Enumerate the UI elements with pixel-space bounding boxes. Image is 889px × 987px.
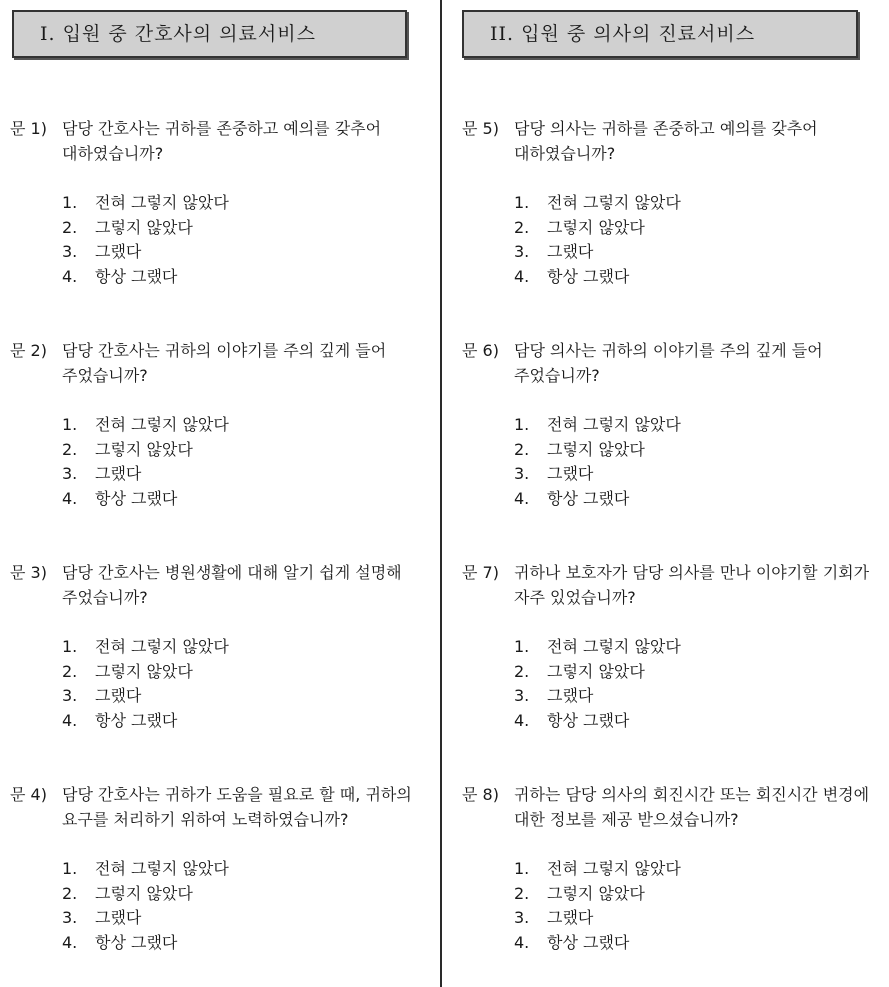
option-label: 항상 그랬다 bbox=[95, 489, 178, 509]
option-label: 그랬다 bbox=[95, 908, 142, 928]
answer-option[interactable] bbox=[462, 487, 884, 512]
option-number: 3. bbox=[62, 242, 78, 262]
option-number: 4. bbox=[62, 489, 78, 509]
option-number: 2. bbox=[62, 883, 78, 903]
option-number: 3. bbox=[62, 464, 78, 484]
answer-option[interactable] bbox=[10, 635, 432, 660]
option-label: 전혀 그렇지 않았다 bbox=[95, 193, 229, 212]
option-label: 전혀 그렇지 않았다 bbox=[547, 859, 681, 878]
option-label: 그랬다 bbox=[95, 464, 142, 484]
option-number: 1. bbox=[62, 859, 78, 878]
option-number: 4. bbox=[62, 933, 78, 953]
answer-option[interactable] bbox=[462, 265, 884, 290]
question-number: 문 8) bbox=[462, 785, 499, 804]
option-label: 항상 그랬다 bbox=[547, 711, 630, 731]
answer-option[interactable] bbox=[462, 438, 884, 463]
question-text: 담당 의사는 귀하의 이야기를 주의 깊게 들어 주었습니까? bbox=[514, 341, 823, 385]
answer-option[interactable] bbox=[10, 240, 432, 265]
question-number: 문 4) bbox=[10, 785, 47, 804]
answer-options bbox=[10, 413, 432, 512]
option-label: 항상 그랬다 bbox=[547, 489, 630, 509]
section-header-nursing: Ⅰ. 입원 중 간호사의 의료서비스 bbox=[12, 10, 407, 58]
option-label: 그렇지 않았다 bbox=[547, 883, 645, 903]
answer-option[interactable] bbox=[10, 438, 432, 463]
option-number: 2. bbox=[514, 217, 530, 237]
answer-options bbox=[462, 191, 884, 290]
answer-options bbox=[10, 191, 432, 290]
option-label: 전혀 그렇지 않았다 bbox=[547, 193, 681, 212]
option-label: 전혀 그렇지 않았다 bbox=[95, 637, 229, 656]
question-text: 담당 간호사는 귀하의 이야기를 주의 깊게 들어 주었습니까? bbox=[62, 341, 387, 385]
answer-option[interactable] bbox=[462, 660, 884, 685]
option-label: 그랬다 bbox=[547, 464, 594, 484]
question-4 bbox=[10, 782, 432, 956]
option-number: 1. bbox=[514, 193, 530, 212]
question-text: 담당 간호사는 귀하를 존중하고 예의를 갖추어 대하였습니까? bbox=[62, 119, 382, 163]
option-label: 그랬다 bbox=[547, 908, 594, 928]
option-number: 4. bbox=[514, 267, 530, 287]
answer-options bbox=[462, 413, 884, 512]
answer-options bbox=[462, 857, 884, 956]
option-number: 1. bbox=[514, 859, 530, 878]
answer-option[interactable] bbox=[462, 906, 884, 931]
answer-option[interactable] bbox=[462, 216, 884, 241]
option-number: 4. bbox=[514, 933, 530, 953]
option-number: 2. bbox=[514, 439, 530, 459]
option-label: 그랬다 bbox=[547, 242, 594, 262]
answer-option[interactable] bbox=[10, 462, 432, 487]
option-number: 3. bbox=[514, 908, 530, 928]
option-label: 항상 그랬다 bbox=[547, 267, 630, 287]
answer-option[interactable] bbox=[462, 413, 884, 438]
question-5 bbox=[462, 116, 884, 290]
answer-option[interactable] bbox=[10, 882, 432, 907]
option-number: 4. bbox=[62, 711, 78, 731]
option-label: 그렇지 않았다 bbox=[95, 883, 193, 903]
option-number: 2. bbox=[62, 439, 78, 459]
answer-option[interactable] bbox=[10, 684, 432, 709]
answer-option[interactable] bbox=[462, 709, 884, 734]
question-6 bbox=[462, 338, 884, 512]
question-1 bbox=[10, 116, 432, 290]
option-label: 전혀 그렇지 않았다 bbox=[547, 637, 681, 656]
question-text: 담당 의사는 귀하를 존중하고 예의를 갖추어 대하였습니까? bbox=[514, 119, 818, 163]
option-label: 그렇지 않았다 bbox=[547, 217, 645, 237]
answer-option[interactable] bbox=[10, 709, 432, 734]
answer-option[interactable] bbox=[10, 487, 432, 512]
answer-option[interactable] bbox=[462, 240, 884, 265]
question-number: 문 7) bbox=[462, 563, 499, 582]
answer-option[interactable] bbox=[10, 906, 432, 931]
answer-option[interactable] bbox=[462, 462, 884, 487]
option-label: 그랬다 bbox=[95, 242, 142, 262]
option-number: 3. bbox=[62, 908, 78, 928]
option-number: 3. bbox=[514, 686, 530, 706]
option-label: 그렇지 않았다 bbox=[95, 217, 193, 237]
option-label: 항상 그랬다 bbox=[95, 933, 178, 953]
option-number: 3. bbox=[62, 686, 78, 706]
option-number: 2. bbox=[514, 661, 530, 681]
column-divider bbox=[440, 0, 442, 987]
option-label: 전혀 그렇지 않았다 bbox=[95, 859, 229, 878]
option-label: 전혀 그렇지 않았다 bbox=[547, 415, 681, 434]
option-label: 항상 그랬다 bbox=[95, 267, 178, 287]
option-number: 4. bbox=[514, 711, 530, 731]
question-number: 문 6) bbox=[462, 341, 499, 360]
question-7 bbox=[462, 560, 884, 734]
option-label: 항상 그랬다 bbox=[95, 711, 178, 731]
answer-options bbox=[10, 857, 432, 956]
answer-option[interactable] bbox=[10, 216, 432, 241]
question-text: 담당 간호사는 귀하가 도움을 필요로 할 때, 귀하의 요구를 처리하기 위하여 노력하였습니까? bbox=[62, 785, 412, 829]
answer-option[interactable] bbox=[10, 857, 432, 882]
question-number: 문 1) bbox=[10, 119, 47, 138]
section-header-physician: II. 입원 중 의사의 진료서비스 bbox=[462, 10, 858, 58]
option-label: 항상 그랬다 bbox=[547, 933, 630, 953]
question-2 bbox=[10, 338, 432, 512]
answer-option[interactable] bbox=[462, 635, 884, 660]
option-label: 그렇지 않았다 bbox=[547, 661, 645, 681]
option-number: 4. bbox=[514, 489, 530, 509]
answer-option[interactable] bbox=[462, 931, 884, 956]
answer-option[interactable] bbox=[462, 191, 884, 216]
answer-option[interactable] bbox=[462, 857, 884, 882]
option-number: 1. bbox=[514, 415, 530, 434]
option-label: 그렇지 않았다 bbox=[95, 439, 193, 459]
question-3 bbox=[10, 560, 432, 734]
answer-option[interactable] bbox=[462, 684, 884, 709]
option-number: 3. bbox=[514, 464, 530, 484]
option-number: 1. bbox=[514, 637, 530, 656]
option-number: 4. bbox=[62, 267, 78, 287]
option-label: 전혀 그렇지 않았다 bbox=[95, 415, 229, 434]
question-text: 귀하는 담당 의사의 회진시간 또는 회진시간 변경에 대한 정보를 제공 받으셨습니까? bbox=[514, 785, 870, 829]
option-number: 2. bbox=[62, 661, 78, 681]
answer-option[interactable] bbox=[462, 882, 884, 907]
option-number: 2. bbox=[514, 883, 530, 903]
option-label: 그렇지 않았다 bbox=[95, 661, 193, 681]
answer-option[interactable] bbox=[10, 265, 432, 290]
question-text: 귀하나 보호자가 담당 의사를 만나 이야기할 기회가 자주 있었습니까? bbox=[514, 563, 870, 607]
option-number: 2. bbox=[62, 217, 78, 237]
answer-option[interactable] bbox=[10, 931, 432, 956]
question-number: 문 2) bbox=[10, 341, 47, 360]
option-number: 1. bbox=[62, 415, 78, 434]
question-text: 담당 간호사는 병원생활에 대해 알기 쉽게 설명해 주었습니까? bbox=[62, 563, 402, 607]
answer-option[interactable] bbox=[10, 660, 432, 685]
option-label: 그렇지 않았다 bbox=[547, 439, 645, 459]
answer-options bbox=[10, 635, 432, 734]
option-number: 1. bbox=[62, 637, 78, 656]
question-number: 문 5) bbox=[462, 119, 499, 138]
question-number: 문 3) bbox=[10, 563, 47, 582]
question-8 bbox=[462, 782, 884, 956]
option-label: 그랬다 bbox=[547, 686, 594, 706]
answer-option[interactable] bbox=[10, 413, 432, 438]
answer-option[interactable] bbox=[10, 191, 432, 216]
option-number: 1. bbox=[62, 193, 78, 212]
option-number: 3. bbox=[514, 242, 530, 262]
answer-options bbox=[462, 635, 884, 734]
option-label: 그랬다 bbox=[95, 686, 142, 706]
